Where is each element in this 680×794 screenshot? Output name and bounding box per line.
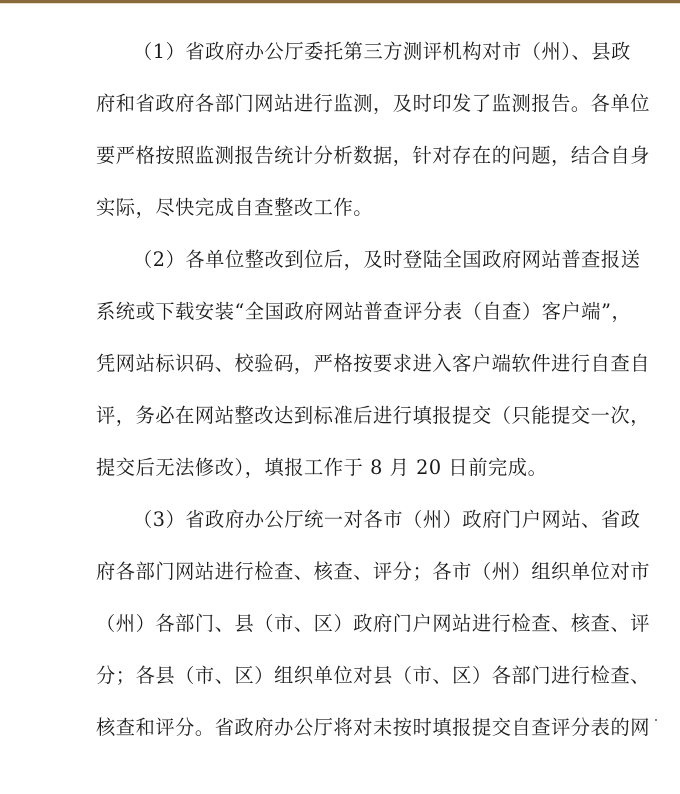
paragraph-line: 府和省政府各部门网站进行监测，及时印发了监测报告。各单位 xyxy=(96,92,651,115)
paragraph-line: 分；各县（市、区）组织单位对县（市、区）各部门进行检查、 xyxy=(96,664,651,687)
paragraph-line: 要严格按照监测报告统计分析数据，针对存在的问题，结合自身 xyxy=(96,144,651,167)
paragraph-line: 凭网站标识码、校验码，严格按要求进入客户端软件进行自查自 xyxy=(96,352,651,375)
paragraph-line: 核查和评分。省政府办公厅将对未按时填报提交自查评分表的网 xyxy=(96,716,651,739)
paragraph-line: 提交后无法修改），填报工作于 8 月 20 日前完成。 xyxy=(96,456,548,479)
paragraph-line: 府各部门网站进行检查、核查、评分；各市（州）组织单位对市 xyxy=(96,560,651,583)
paragraph-line: 评，务必在网站整改达到标准后进行填报提交（只能提交一次， xyxy=(96,404,651,427)
paragraph-line: （3）省政府办公厅统一对各市（州）政府门户网站、省政 xyxy=(133,508,641,531)
scan-speck xyxy=(655,719,657,721)
paragraph-line: （州）各部门、县（市、区）政府门户网站进行检查、核查、评 xyxy=(96,612,651,635)
paragraph-line: 实际，尽快完成自查整改工作。 xyxy=(96,196,374,219)
paragraph-line: 系统或下载安装“全国政府网站普查评分表（自查）客户端”， xyxy=(96,300,632,323)
paragraph-line: （2）各单位整改到位后，及时登陆全国政府网站普查报送 xyxy=(133,248,641,271)
document-page xyxy=(0,4,680,794)
paragraph-line: （1）省政府办公厅委托第三方测评机构对市（州）、县政 xyxy=(133,40,631,63)
